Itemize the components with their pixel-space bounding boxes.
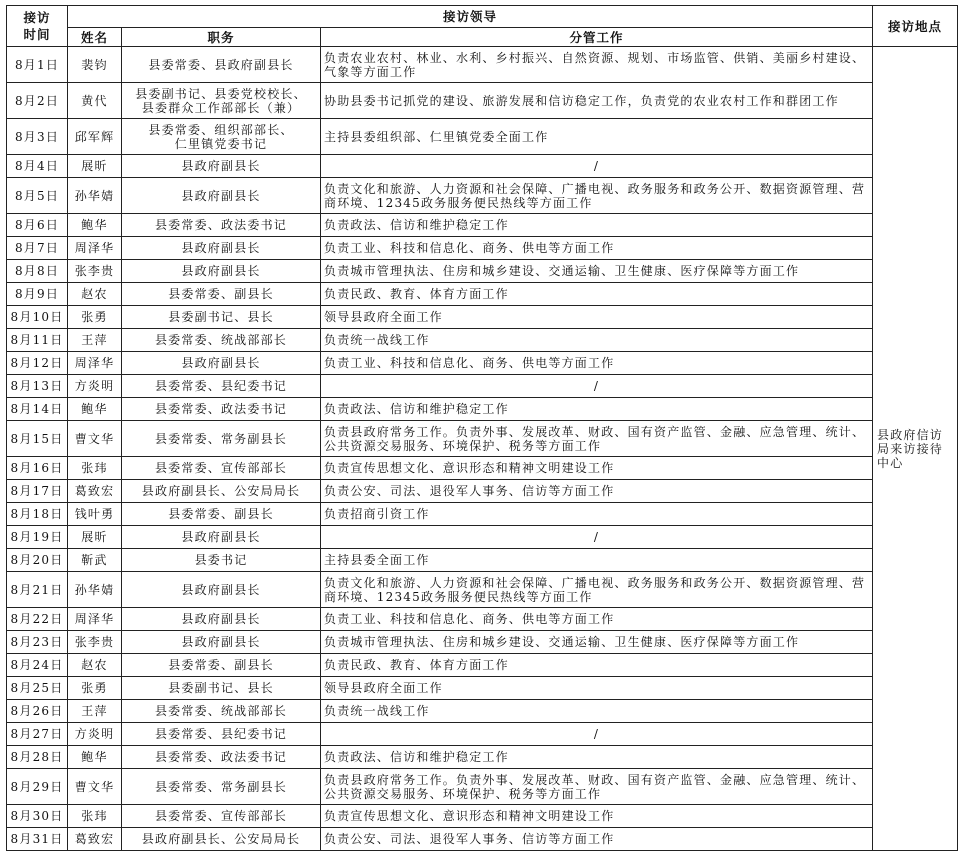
leader-position-cell: 县委常委、组织部部长、 仁里镇党委书记 — [122, 119, 321, 155]
leader-name-cell: 鲍华 — [68, 746, 122, 769]
leader-duties-cell: 主持县委组织部、仁里镇党委全面工作 — [321, 119, 873, 155]
visit-date-cell: 8月19日 — [7, 526, 68, 549]
leader-position-cell: 县委常委、宣传部部长 — [122, 805, 321, 828]
leader-position-cell: 县委常委、宣传部部长 — [122, 457, 321, 480]
leader-position-cell: 县委常委、常务副县长 — [122, 421, 321, 457]
table-row — [7, 746, 958, 769]
table-row — [7, 237, 958, 260]
leader-position-cell: 县政府副县长、公安局局长 — [122, 828, 321, 851]
leader-name-cell: 王萍 — [68, 700, 122, 723]
leader-position-cell: 县委常委、副县长 — [122, 503, 321, 526]
leader-duties-cell: 负责工业、科技和信息化、商务、供电等方面工作 — [321, 352, 873, 375]
leader-name-cell: 张李贵 — [68, 260, 122, 283]
leader-duties-cell: 领导县政府全面工作 — [321, 306, 873, 329]
visit-date-cell: 8月14日 — [7, 398, 68, 421]
leader-duties-cell: 负责公安、司法、退役军人事务、信访等方面工作 — [321, 828, 873, 851]
table-row — [7, 769, 958, 805]
visit-date-cell: 8月4日 — [7, 155, 68, 178]
table-row — [7, 805, 958, 828]
visit-date-cell: 8月7日 — [7, 237, 68, 260]
table-row — [7, 329, 958, 352]
leader-name-cell: 张玮 — [68, 805, 122, 828]
leader-name-cell: 葛致宏 — [68, 828, 122, 851]
leader-name-cell: 曹文华 — [68, 769, 122, 805]
leader-name-cell: 鲍华 — [68, 398, 122, 421]
visit-date-cell: 8月2日 — [7, 83, 68, 119]
leader-duties-cell: 负责城市管理执法、住房和城乡建设、交通运输、卫生健康、医疗保障等方面工作 — [321, 631, 873, 654]
leader-name-cell: 曹文华 — [68, 421, 122, 457]
leader-duties-cell: 主持县委全面工作 — [321, 549, 873, 572]
leader-position-cell: 县政府副县长 — [122, 572, 321, 608]
visit-date-cell: 8月9日 — [7, 283, 68, 306]
leader-name-cell: 展昕 — [68, 155, 122, 178]
leader-duties-cell: 负责县政府常务工作。负责外事、发展改革、财政、国有资产监管、金融、应急管理、统计、公共资源交易服务、环境保护、税务等方面工作 — [321, 769, 873, 805]
leader-position-cell: 县委常委、副县长 — [122, 654, 321, 677]
table-row — [7, 631, 958, 654]
leader-name-cell: 裴钧 — [68, 47, 122, 83]
leader-duties-cell: / — [321, 155, 873, 178]
header-row-sub — [7, 28, 958, 47]
table-row — [7, 398, 958, 421]
visit-date-cell: 8月20日 — [7, 549, 68, 572]
table-row — [7, 503, 958, 526]
leader-name-cell: 孙华婧 — [68, 572, 122, 608]
visit-date-cell: 8月6日 — [7, 214, 68, 237]
leader-duties-cell: 负责宣传思想文化、意识形态和精神文明建设工作 — [321, 457, 873, 480]
visit-date-cell: 8月21日 — [7, 572, 68, 608]
table-row — [7, 526, 958, 549]
table-row — [7, 549, 958, 572]
leader-name-cell: 黄代 — [68, 83, 122, 119]
leader-name-cell: 张勇 — [68, 306, 122, 329]
leader-duties-cell: 负责文化和旅游、人力资源和社会保障、广播电视、政务服务和政务公开、数据资源管理、营商环境、12345政务服务便民热线等方面工作 — [321, 572, 873, 608]
leader-duties-cell: 协助县委书记抓党的建设、旅游发展和信访稳定工作，负责党的农业农村工作和群团工作 — [321, 83, 873, 119]
header-visit-leader: 接访领导 — [68, 6, 873, 28]
header-row-top — [7, 6, 958, 28]
leader-position-cell: 县委常委、政法委书记 — [122, 214, 321, 237]
visit-location-cell: 县政府信访局来访接待中心 — [873, 47, 958, 851]
leader-position-cell: 县政府副县长 — [122, 631, 321, 654]
leader-position-cell: 县委书记 — [122, 549, 321, 572]
leader-name-cell: 赵农 — [68, 283, 122, 306]
leader-position-cell: 县政府副县长 — [122, 608, 321, 631]
table-row — [7, 352, 958, 375]
table-row — [7, 283, 958, 306]
visit-date-cell: 8月22日 — [7, 608, 68, 631]
header-leader-duties: 分管工作 — [321, 28, 873, 47]
leader-position-cell: 县委常委、县政府副县长 — [122, 47, 321, 83]
leader-name-cell: 周泽华 — [68, 608, 122, 631]
leader-name-cell: 邱军辉 — [68, 119, 122, 155]
visit-schedule-table — [6, 5, 958, 851]
table-row — [7, 214, 958, 237]
visit-date-cell: 8月12日 — [7, 352, 68, 375]
leader-position-cell: 县委副书记、县长 — [122, 306, 321, 329]
table-row — [7, 306, 958, 329]
visit-date-cell: 8月28日 — [7, 746, 68, 769]
leader-duties-cell: / — [321, 526, 873, 549]
visit-schedule-document — [6, 5, 957, 851]
table-row — [7, 155, 958, 178]
table-row — [7, 654, 958, 677]
leader-duties-cell: 负责公安、司法、退役军人事务、信访等方面工作 — [321, 480, 873, 503]
visit-date-cell: 8月16日 — [7, 457, 68, 480]
leader-name-cell: 张勇 — [68, 677, 122, 700]
leader-position-cell: 县政府副县长 — [122, 260, 321, 283]
leader-position-cell: 县委常委、政法委书记 — [122, 398, 321, 421]
leader-duties-cell: 领导县政府全面工作 — [321, 677, 873, 700]
visit-date-cell: 8月1日 — [7, 47, 68, 83]
leader-duties-cell: 负责工业、科技和信息化、商务、供电等方面工作 — [321, 608, 873, 631]
visit-date-cell: 8月23日 — [7, 631, 68, 654]
leader-position-cell: 县委副书记、县委党校校长、 县委群众工作部部长（兼） — [122, 83, 321, 119]
leader-duties-cell: 负责统一战线工作 — [321, 700, 873, 723]
leader-name-cell: 鲍华 — [68, 214, 122, 237]
leader-duties-cell: 负责政法、信访和维护稳定工作 — [321, 746, 873, 769]
table-row — [7, 421, 958, 457]
leader-position-cell: 县政府副县长 — [122, 178, 321, 214]
leader-name-cell: 周泽华 — [68, 237, 122, 260]
leader-position-cell: 县政府副县长 — [122, 155, 321, 178]
header-leader-name: 姓名 — [68, 28, 122, 47]
visit-date-cell: 8月30日 — [7, 805, 68, 828]
header-visit-time: 接访 时间 — [7, 6, 68, 47]
visit-date-cell: 8月10日 — [7, 306, 68, 329]
leader-name-cell: 王萍 — [68, 329, 122, 352]
leader-name-cell: 赵农 — [68, 654, 122, 677]
leader-position-cell: 县委常委、政法委书记 — [122, 746, 321, 769]
leader-position-cell: 县政府副县长 — [122, 237, 321, 260]
leader-position-cell: 县政府副县长、公安局局长 — [122, 480, 321, 503]
leader-name-cell: 方炎明 — [68, 375, 122, 398]
table-row — [7, 47, 958, 83]
leader-duties-cell: 负责招商引资工作 — [321, 503, 873, 526]
table-row — [7, 83, 958, 119]
leader-duties-cell: 负责城市管理执法、住房和城乡建设、交通运输、卫生健康、医疗保障等方面工作 — [321, 260, 873, 283]
leader-duties-cell: 负责农业农村、林业、水利、乡村振兴、自然资源、规划、市场监管、供销、美丽乡村建设、气象等方面工作 — [321, 47, 873, 83]
leader-position-cell: 县政府副县长 — [122, 526, 321, 549]
visit-date-cell: 8月15日 — [7, 421, 68, 457]
leader-duties-cell: 负责政法、信访和维护稳定工作 — [321, 398, 873, 421]
visit-date-cell: 8月3日 — [7, 119, 68, 155]
visit-date-cell: 8月11日 — [7, 329, 68, 352]
leader-name-cell: 方炎明 — [68, 723, 122, 746]
leader-position-cell: 县委常委、县纪委书记 — [122, 723, 321, 746]
leader-position-cell: 县委常委、县纪委书记 — [122, 375, 321, 398]
table-row — [7, 480, 958, 503]
table-row — [7, 457, 958, 480]
table-row — [7, 260, 958, 283]
visit-date-cell: 8月25日 — [7, 677, 68, 700]
leader-name-cell: 展昕 — [68, 526, 122, 549]
visit-date-cell: 8月5日 — [7, 178, 68, 214]
visit-date-cell: 8月26日 — [7, 700, 68, 723]
leader-duties-cell: 负责政法、信访和维护稳定工作 — [321, 214, 873, 237]
table-row — [7, 375, 958, 398]
leader-duties-cell: / — [321, 375, 873, 398]
leader-name-cell: 周泽华 — [68, 352, 122, 375]
leader-name-cell: 张李贵 — [68, 631, 122, 654]
visit-date-cell: 8月13日 — [7, 375, 68, 398]
leader-name-cell: 葛致宏 — [68, 480, 122, 503]
table-row — [7, 608, 958, 631]
table-row — [7, 119, 958, 155]
leader-position-cell: 县委常委、副县长 — [122, 283, 321, 306]
leader-duties-cell: / — [321, 723, 873, 746]
visit-date-cell: 8月8日 — [7, 260, 68, 283]
leader-duties-cell: 负责文化和旅游、人力资源和社会保障、广播电视、政务服务和政务公开、数据资源管理、营商环境、12345政务服务便民热线等方面工作 — [321, 178, 873, 214]
leader-position-cell: 县委常委、统战部部长 — [122, 329, 321, 352]
leader-position-cell: 县政府副县长 — [122, 352, 321, 375]
table-row — [7, 677, 958, 700]
leader-duties-cell: 负责宣传思想文化、意识形态和精神文明建设工作 — [321, 805, 873, 828]
table-body — [7, 47, 958, 851]
leader-duties-cell: 负责工业、科技和信息化、商务、供电等方面工作 — [321, 237, 873, 260]
header-leader-position: 职务 — [122, 28, 321, 47]
leader-duties-cell: 负责统一战线工作 — [321, 329, 873, 352]
visit-date-cell: 8月18日 — [7, 503, 68, 526]
visit-date-cell: 8月17日 — [7, 480, 68, 503]
table-row — [7, 178, 958, 214]
table-row — [7, 828, 958, 851]
leader-name-cell: 靳武 — [68, 549, 122, 572]
leader-position-cell: 县委常委、统战部部长 — [122, 700, 321, 723]
leader-duties-cell: 负责民政、教育、体育方面工作 — [321, 283, 873, 306]
table-row — [7, 723, 958, 746]
leader-position-cell: 县委副书记、县长 — [122, 677, 321, 700]
leader-name-cell: 张玮 — [68, 457, 122, 480]
leader-name-cell: 孙华婧 — [68, 178, 122, 214]
leader-duties-cell: 负责县政府常务工作。负责外事、发展改革、财政、国有资产监管、金融、应急管理、统计、公共资源交易服务、环境保护、税务等方面工作 — [321, 421, 873, 457]
header-visit-location: 接访地点 — [873, 6, 958, 47]
table-header — [7, 6, 958, 47]
visit-date-cell: 8月24日 — [7, 654, 68, 677]
leader-duties-cell: 负责民政、教育、体育方面工作 — [321, 654, 873, 677]
visit-date-cell: 8月27日 — [7, 723, 68, 746]
leader-position-cell: 县委常委、常务副县长 — [122, 769, 321, 805]
table-row — [7, 572, 958, 608]
leader-name-cell: 钱叶勇 — [68, 503, 122, 526]
visit-date-cell: 8月29日 — [7, 769, 68, 805]
table-row — [7, 700, 958, 723]
visit-date-cell: 8月31日 — [7, 828, 68, 851]
